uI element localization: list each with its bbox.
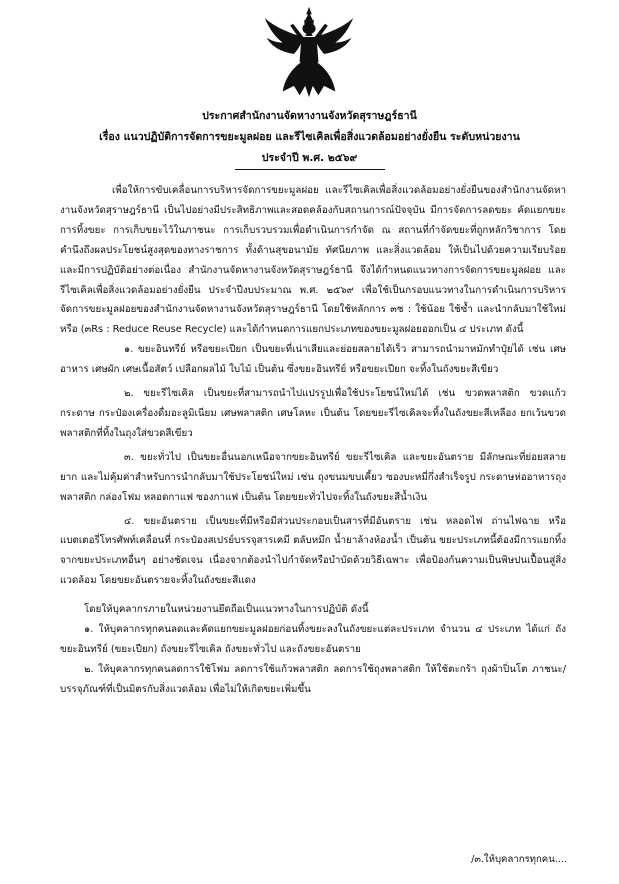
waste-type-general: ๓. ขยะทั่วไป เป็นขยะอื่นนอกเหนือจากขยะอินทรีย์ ขยะรีไซเคิล และขยะอันตราย มีลักษณะที่ย่อยสลายยาก และไม่คุ้มค่าสำหรับการนำกลับมาใช้ประโยชน์ใหม่ เช่น ถุงขนมขบเคี้ยว ซองบะหมี่กึ่งสำเร็จรูป กระดาษห่ออาหารถุงพลาสติก กล่องโฟม หลอดกาแฟ ซองกาแฟ เป็นต้น โดยขยะทั่วไปจะทิ้งในถังขยะสีน้ำเงิน: [60, 451, 566, 503]
staff-guideline-1: ๑. ให้บุคลากรทุกคนลดและคัดแยกขยะมูลฝอยก่อนทิ้งขยะลงในถังขยะแต่ละประเภท จำนวน ๔ ประเภท ได้แก่ ถังขยะอินทรีย์ (ขยะเปียก) ถังขยะรีไซเคิล ถังขยะทั่วไป และถังขยะอันตราย: [60, 624, 566, 655]
title-line-2: เรื่อง แนวปฏิบัติการจัดการขยะมูลฝอย และรีไซเคิลเพื่อสิ่งแวดล้อมอย่างยั่งยืน ระดับหน่วยงาน: [99, 131, 520, 143]
title-divider: [235, 169, 385, 170]
waste-type-hazardous: ๔. ขยะอันตราย เป็นขยะที่มีหรือมีส่วนประกอบเป็นสารที่มีอันตราย เช่น หลอดไฟ ถ่านไฟฉาย หรือแบตเตอรี่โทรศัพท์เคลื่อนที่ กระป๋องสเปรย์บรรจุสารเคมี ตลับหมึก น้ำยาล้างห้องน้ำ เป็นต้น ขยะประเภทนี้ต้องมีการแยกทิ้งจากขยะประเภทอื่นๆ อย่างชัดเจน เนื่องจากต้องนำไปกำจัดหรือบำบัดด้วยวิธีเฉพาะ เพื่อป้องกันความเป็นพิษปนเปื้อนสู่สิ่งแวดล้อม โดยขยะอันตรายจะทิ้งในถังขยะสีแดง: [60, 515, 566, 587]
document-body: [60, 181, 566, 700]
intro-paragraph: เพื่อให้การขับเคลื่อนการบริหารจัดการขยะมูลฝอย และรีไซเคิลเพื่อสิ่งแวดล้อมอย่างยั่งยืนของสำนักงานจัดหางานจังหวัดสุราษฎร์ธานี เป็นไปอย่างมีประสิทธิภาพและสอดคล้องกับสถานการณ์ปัจจุบัน มีการจัดการลดขยะ คัดแยกขยะ การทิ้งขยะ การเก็บขยะไว้ในภาชนะ การเก็บรวบรวมเพื่อดำเนินการกำจัด ณ สถานที่กำจัดขยะที่ถูกหลักวิชาการ โดยคำนึงถึงผลประโยชน์สูงสุดของทางราชการ ทั้งด้านสุขอนามัย ทัศนียภาพ และสิ่งแวดล้อม ให้เป็นไปด้วยความเรียบร้อยและมีการปฏิบัติอย่างต่อเนื่อง สำนักงานจัดหางานจังหวัดสุราษฎร์ธานี จึงได้กำหนดแนวทางการจัดการขยะมูลฝอย และรีไซเคิลเพื่อสิ่งแวดล้อมอย่างยั่งยืน ประจำปีงบประมาณ พ.ศ. ๒๕๖๙ เพื่อใช้เป็นกรอบแนวทางในการดำเนินการบริหารจัดการขยะมูลฝอยของสำนักงานจัดหางานจังหวัดสุราษฎร์ธานี โดยใช้หลักการ ๓ช : ใช้น้อย ใช้ซ้ำ และนำกลับมาใช้ใหม่ หรือ (๓Rs : Reduce Reuse Recycle) และได้กำหนดการแยกประเภทของขยะมูลฝอยออกเป็น ๔ ประเภท ดังนี้: [60, 185, 566, 336]
document-title: [0, 106, 619, 170]
waste-type-recycle: ๒. ขยะรีไซเคิล เป็นขยะที่สามารถนำไปแปรรูปเพื่อใช้ประโยชน์ใหม่ได้ เช่น ขวดพลาสติก ขวดแก้ว กระดาษ กระป๋องเครื่องดื่มอะลูมิเนียม เศษพลาสติก เศษโลหะ เป็นต้น โดยขยะรีไซเคิลจะทิ้งในถังขยะสีเหลือง ยกเว้นขวดพลาสติกที่ทิ้งในถุงใส่ขวดสีเขียว: [60, 388, 566, 439]
staff-guideline-2: ๒. ให้บุคลากรทุกคนลดการใช้โฟม ลดการใช้แก้วพลาสติก ลดการใช้ถุงพลาสติก ให้ใช้ตะกร้า ถุงผ้าปิ่นโต ภาชนะ/บรรจุภัณฑ์ที่เป็นมิตรกับสิ่งแวดล้อม เพื่อไม่ให้เกิดขยะเพิ่มขึ้น: [60, 663, 566, 695]
garuda-emblem-icon: [262, 4, 356, 100]
page-continuation: /๓.ให้บุคลากรทุกคน....: [471, 854, 567, 865]
title-line-3: ประจำปี พ.ศ. ๒๕๖๙: [261, 152, 358, 164]
staff-guideline-intro: โดยให้บุคลากรภายในหน่วยงานยึดถือเป็นแนวทางในการปฏิบัติ ดังนี้: [84, 604, 369, 616]
waste-type-organic: ๑. ขยะอินทรีย์ หรือขยะเปียก เป็นขยะที่เน่าเสียและย่อยสลายได้เร็ว สามารถนำมาหมักทำปุ๋ยได้ เช่น เศษอาหาร เศษผัก เศษเนื้อสัตว์ เปลือกผลไม้ ใบไม้ เป็นต้น ซึ่งขยะอินทรีย์ หรือขยะเปียก จะทิ้งในถังขยะสีเขียว: [60, 344, 566, 376]
garuda-emblem: [262, 4, 356, 100]
title-line-1: ประกาศสำนักงานจัดหางานจังหวัดสุราษฎร์ธานี: [202, 110, 417, 122]
